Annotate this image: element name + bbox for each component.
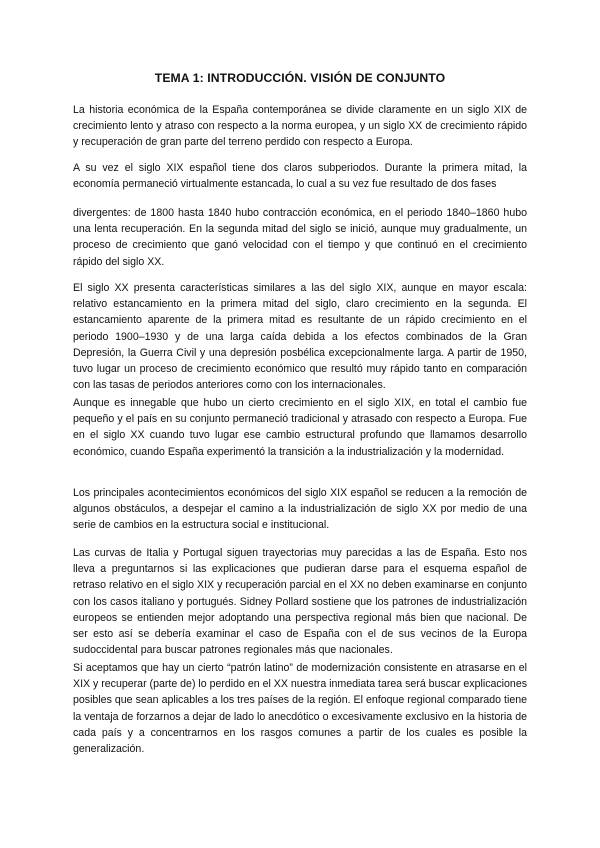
document-title: TEMA 1: INTRODUCCIÓN. VISIÓN DE CONJUNTO	[154, 71, 446, 85]
paragraph-3: divergentes: de 1800 hasta 1840 hubo contracción económica, en el periodo 1840–1860 hubo una lenta recuperación. En la segunda mitad del siglo se inició, aunque muy gradualmente, un proceso de crecimiento que ganó velocidad con el tiempo y que continuó en el crecimiento rápido del siglo XX.	[73, 207, 527, 268]
paragraph-8: Si aceptamos que hay un cierto “patrón latino” de modernización consistente en atrasarse en el XIX y recuperar (parte de) lo perdido en el XX nuestra inmediata tarea será buscar explicaciones posibles que sean aplicables a los tres países de la región. El enfoque regional comparado tiene la ventaja de forzarnos a dejar de lado lo anecdótico o excesivamente exclusivo en la historia de cada país y a concentrarnos en los rasgos comunes a partir de los cuales es posible la generalización.	[73, 662, 528, 756]
paragraph-1: La historia económica de la España contemporánea se divide claramente en un siglo XIX de crecimiento lento y atraso con respecto a la norma europea, y un siglo XX de crecimiento rápido y recuperación de gran parte del terreno perdido con respecto a Europa.	[73, 104, 527, 149]
paragraph-5: Aunque es innegable que hubo un cierto crecimiento en el siglo XIX, en total el cambio fue pequeño y el país en su conjunto permaneció tradicional y atrasado con respecto a Europa. Fue en el siglo XX cuando tuvo lugar ese cambio estructural profundo que llamamos desarrollo económico, cuando España experimentó la transición a la industrialización y la modernidad.	[73, 397, 527, 458]
paragraph-2: A su vez el siglo XIX español tiene dos claros subperiodos. Durante la primera mitad, la economía permaneció virtualmente estancada, lo cual a su vez fue resultado de dos fases	[73, 162, 527, 191]
paragraph-6: Los principales acontecimientos económicos del siglo XIX español se reducen a la remoción de algunos obstáculos, a despejar el camino a la industrialización de siglo XX por medio de una serie de cambios en la estructura social e institucional.	[73, 487, 527, 532]
paragraph-4: El siglo XX presenta características similares a las del siglo XIX, aunque en mayor escala: relativo estancamiento en la primera mitad del siglo, claro crecimiento en la segunda. El estancamiento aparente de la primera mitad es resultante de un rápido crecimiento en el periodo 1900–1930 y de una larga caída debida a los efectos combinados de la Gran Depresión, la Guerra Civil y una depresión posbélica excepcionalmente larga. A partir de 1950, tuvo lugar un proceso de crecimiento económico que resultó muy rápido tanto en comparación con las tasas de periodos anteriores como con los internacionales.	[73, 282, 527, 392]
paragraph-7: Las curvas de Italia y Portugal siguen trayectorias muy parecidas a las de España. Esto nos lleva a preguntarnos si las explicaciones que pudieran darse para el esquema español de retraso relativo en el siglo XIX y recuperación parcial en el XX no deben examinarse en conjunto con los casos italiano y portugués. Sidney Pollard sostiene que los patrones de industrialización europeos se entienden mejor adoptando una perspectiva regional más bien que nacional. De ser esto así se debería examinar el caso de España con el de sus vecinos de la Europa sudoccidental para buscar patrones regionales más que nacionales.	[73, 547, 527, 657]
